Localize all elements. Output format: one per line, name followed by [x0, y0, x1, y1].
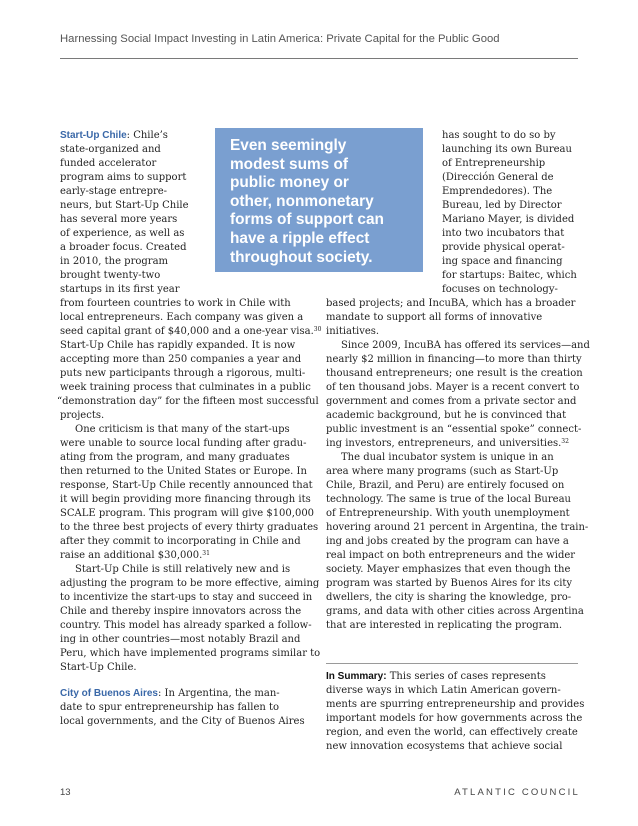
body-line: it will begin providing more financing through its	[60, 494, 311, 505]
body-line: of experience, as well as	[60, 228, 185, 239]
body-line: country. This model has already sparked a follow-	[60, 620, 312, 631]
pull-quote-line: Even seemingly	[230, 137, 347, 154]
body-line: One criticism is that many of the start-ups	[75, 424, 290, 435]
body-line: launching its own Bureau	[442, 144, 572, 155]
body-line: mandate to support all forms of innovative	[326, 312, 543, 323]
body-line: Since 2009, IncuBA has offered its services—and	[341, 340, 590, 351]
body-line: based projects; and IncuBA, which has a broader	[326, 298, 576, 309]
body-line: Start-Up Chile has rapidly expanded. It is now	[60, 340, 296, 351]
body-line: ing space and financing	[442, 256, 563, 267]
pull-quote-box	[215, 128, 423, 272]
pull-quote-line: public money or	[230, 174, 349, 192]
page-number: 13	[60, 787, 71, 798]
body-line: The dual incubator system is unique in an	[341, 452, 554, 463]
body-line: Bureau, led by Director	[442, 200, 562, 211]
body-line: diverse ways in which Latin American govern-	[326, 685, 561, 696]
pull-quote-line: have a ripple effect	[230, 229, 370, 247]
body-line: has sought to do so by	[442, 130, 556, 141]
body-line: technology. The same is true of the local Bureau	[326, 494, 571, 505]
body-line: adjusting the program to be more effective, aiming	[60, 578, 320, 589]
body-line: response, Start-Up Chile recently announced that	[60, 480, 313, 491]
body-line: of ten thousand jobs. Mayer is a recent convert to	[326, 382, 580, 393]
body-text: ing investors, entrepreneurs, and universities.	[326, 438, 562, 449]
body-line: accepting more than 250 companies a year and	[60, 354, 302, 365]
body-line: Emprendedores). The	[442, 186, 553, 197]
body-line: ments are spurring entrepreneurship and provides	[326, 699, 585, 710]
body-line: dwellers, the city is sharing the knowledge, pro-	[326, 592, 572, 603]
body-line: ing and jobs created by the program can have a	[326, 536, 569, 547]
footnote-marker: 31	[202, 550, 210, 557]
body-line: Start-Up Chile is still relatively new and is	[75, 564, 291, 575]
body-line: Mariano Mayer, is divided	[442, 214, 575, 225]
startup-chile-heading-line	[60, 129, 168, 142]
body-line: then returned to the United States or Europe. In	[60, 466, 307, 477]
body-line: ating from the program, and many graduates	[60, 452, 290, 463]
body-line: SCALE program. This program will give $100,000	[60, 508, 315, 519]
body-line: initiatives.	[326, 326, 380, 337]
buenos-aires-heading: City of Buenos Aires	[60, 688, 158, 699]
body-line: Chile and thereby inspire innovators across the	[60, 606, 302, 617]
body-line: projects.	[60, 410, 105, 421]
body-line: that are interested in replicating the program.	[326, 620, 563, 631]
body-line: Chile, Brazil, and Peru) are entirely focused on	[326, 480, 565, 491]
body-line: were unable to source local funding after gradu-	[60, 438, 307, 449]
body-line: area where many programs (such as Start-Up	[326, 466, 559, 477]
body-line: a broader focus. Created	[60, 242, 187, 253]
running-header-title: Harnessing Social Impact Investing in Latin America: Private Capital for the Public Good	[60, 33, 500, 45]
body-line: provide physical operat-	[442, 242, 565, 253]
body-line: Peru, which have implemented programs similar to	[60, 648, 321, 659]
body-line: early-stage entrepre-	[60, 186, 168, 197]
body-line: week training process that culminates in a public	[60, 382, 311, 393]
body-line: program aims to support	[60, 172, 187, 183]
header-divider	[60, 58, 578, 59]
summary-heading-rest: This series of cases represents	[386, 671, 546, 682]
summary-heading-line	[326, 670, 546, 683]
buenos-aires-heading-rest: : In Argentina, the man-	[157, 688, 280, 699]
body-line: academic background, but he is convinced that	[326, 410, 567, 421]
body-line: date to spur entrepreneurship has fallen to	[60, 702, 280, 713]
body-line: to incentivize the start-ups to stay and succeed in	[60, 592, 313, 603]
body-line: into two incubators that	[442, 228, 565, 239]
pull-quote-line: throughout society.	[230, 248, 373, 266]
body-line: of Entrepreneurship. With youth unemployment	[326, 508, 570, 519]
body-line: government and comes from a private sector and	[326, 396, 577, 407]
body-line: important models for how governments across the	[326, 713, 583, 724]
body-line: from fourteen countries to work in Chile with	[60, 298, 291, 309]
body-line: local entrepreneurs. Each company was given a	[60, 312, 304, 323]
body-line: grams, and data with other cities across Argentina	[326, 606, 584, 617]
body-line: to the three best projects of every thirty graduates	[60, 522, 319, 533]
body-line: real impact on both entrepreneurs and the wider	[326, 550, 576, 561]
startup-chile-heading-rest: : Chile’s	[126, 130, 168, 141]
body-line: in 2010, the program	[60, 256, 169, 267]
body-line: society. Mayer emphasizes that even though the	[326, 564, 571, 575]
buenos-aires-heading-line	[60, 687, 280, 700]
summary-heading: In Summary:	[326, 671, 387, 682]
body-line: “demonstration day” for the fifteen most successful	[57, 396, 319, 407]
body-line: hovering around 21 percent in Argentina, the train-	[326, 522, 589, 533]
body-line: has several more years	[60, 214, 178, 225]
footer-organization: ATLANTIC COUNCIL	[454, 787, 580, 798]
body-line: of Entrepreneurship	[442, 158, 546, 169]
body-line: Start-Up Chile.	[60, 662, 137, 673]
body-line: ing in other countries—most notably Brazil and	[60, 634, 301, 645]
body-line	[60, 325, 321, 338]
body-text: raise an additional $30,000.	[60, 550, 203, 561]
body-line: public investment is an “essential spoke” connect-	[326, 424, 582, 435]
body-line	[60, 549, 210, 562]
body-line: state-organized and	[60, 144, 161, 155]
pull-quote-line: forms of support can	[230, 211, 384, 229]
startup-chile-heading: Start-Up Chile	[60, 130, 127, 141]
body-line: program was started by Buenos Aires for its city	[326, 578, 573, 589]
body-line: brought twenty-two	[60, 270, 161, 281]
body-line: for startups: Baitec, which	[442, 270, 577, 281]
pull-quote-line: modest sums of	[230, 155, 349, 173]
body-line: (Dirección General de	[442, 172, 554, 183]
footnote-marker: 30	[313, 326, 322, 333]
pull-quote-line: other, nonmonetary	[230, 192, 374, 210]
body-line: nearly $2 million in financing—to more than thirty	[326, 354, 582, 365]
body-line: after they commit to incorporating in Chile and	[60, 536, 301, 547]
body-line: focuses on technology-	[442, 284, 558, 295]
body-line: region, and even the world, can effectively create	[326, 727, 578, 738]
body-line: neurs, but Start-Up Chile	[60, 200, 189, 211]
body-line	[326, 437, 569, 450]
body-line: local governments, and the City of Buenos Aires	[60, 716, 305, 727]
summary-divider	[326, 663, 578, 664]
body-line: new innovation ecosystems that achieve social	[326, 741, 563, 752]
body-text: seed capital grant of $40,000 and a one-year visa.	[60, 326, 314, 337]
footnote-marker: 32	[561, 438, 569, 445]
body-line: funded accelerator	[60, 158, 157, 169]
body-line: puts new participants through a rigorous, multi-	[60, 368, 306, 379]
body-line: thousand entrepreneurs; one result is the creation	[326, 368, 583, 379]
body-line: startups in its first year	[60, 284, 180, 295]
